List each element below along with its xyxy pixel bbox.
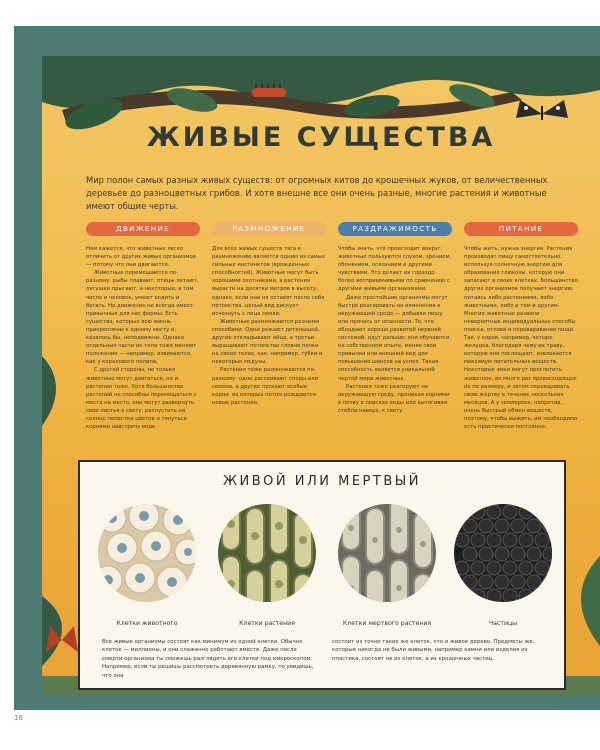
moth-icon [46, 626, 78, 652]
paragraph: Для всех живых существ тяга к размножению является одним из самых сильных инстинктов (врожденных способностей). Животные могут быть хорошими охотниками, а растения вырасти на десятки метров в высоту, однако, если они не оставят после себя потомства, целый вид рискует исчезнуть с лица земли. [212, 246, 326, 317]
heading-pill: ПИТАНИЕ [464, 222, 578, 236]
panel-text-left: Все живые организмы состоят как минимум из одной клетки. Обычно клеток — миллионы, и они слаженно работают вместе. Даже после смерти организма ты сможешь разглядеть его клетки под микроскопом. Например, если ты решишь рассмотреть деревянную рамку, то увидишь, что она [102, 639, 314, 679]
caption-particles: Частицы [488, 620, 518, 627]
plant-cells-illustration [218, 504, 316, 602]
column-body [86, 245, 200, 431]
paragraph: Чтобы жить, нужна энергия. Растения производят пищу самостоятельно, используя солнечную энергию для образования глюкозы, которую они запасают в своих клетках. Большинство других организмов получают энергию, питаясь либо растениями, либо животными, либо и тем и другим. Многие животные развили невероятные индивидуальные способы поиска, отлова и переваривания пищи. Так, у коров, например, четыре желудка, благодаря чему их траву, которую они поглощают, извлекается максимум питательных веществ. Некоторые змеи могут проглотить животное, во много раз превосходящее их по размеру, и затем переваривать свою жертву в течение нескольких месяцев. А у землероек, напротив, очень быстрый обмен веществ, поэтому, чтобы выжить, им необходимо есть практически постоянно. [464, 246, 578, 431]
paragraph: Чтобы знать, что происходит вокруг, животные пользуются слухом, зрением, обонянием, осязанием и другими чувствами. Это делает их гораздо более восприимчивыми по сравнению с другими живыми организмами. [338, 246, 452, 293]
living-or-dead-panel [78, 460, 566, 690]
animal-cells-illustration [98, 504, 196, 602]
paragraph: С другой стороны, не только животные могут двигаться, но и растения тоже. Хотя большинство растений не способны перемещаться с места на место, они могут развернуть свои листья к свету, распустить на солнце лепестки цветов и тянуться корнями навстречу воде. [86, 367, 197, 431]
heading-pill: РАЗДРАЖИМОСТЬ [338, 222, 452, 236]
paragraph: Животные перемещаются по-разному: рыбы плавают, птицы летают, лягушки прыгают, а некоторые, в том числе и человек, умеют ходить и бегать. Но движение не всегда имеет привычные для нас формы. Есть существа, которые всю жизнь прикреплены к одному месту и, казалось бы, неподвижны. Однако отдельные части их тела тоже меняют положение — например, извиваются, как у коралового полипа. [86, 270, 199, 366]
left-leaf [42, 356, 56, 426]
heading-pill: РАЗМНОЖЕНИЕ [212, 222, 326, 236]
caption-animal-cells: Клетки животного [116, 620, 178, 627]
paragraph: Нам кажется, что животных легко отличить от других живых организмов — потому что они двигаются. [86, 246, 196, 269]
panel-text-right: состоит из точно таких же клеток, что и живое дерево. Предметы же, которые никогда не были живыми, например камни или изделия из пластика, состоят не из клеток, а из крошечных частиц. [332, 639, 535, 662]
paragraph: Растения тоже реагируют на окружающую среду, проникая корнями в почву в поисках воды или вытягивая стебли наверх, к свету. [338, 383, 450, 414]
dead-plant-cells-illustration [338, 504, 436, 602]
page-number: 16 [14, 714, 23, 722]
column-body [464, 245, 578, 431]
caption-dead-plant-cells: Клетки мертвого растения [342, 620, 432, 627]
page-title: ЖИВЫЕ СУЩЕСТВА [146, 122, 496, 153]
column-body [338, 245, 452, 415]
heading-pill: ДВИЖЕНИЕ [86, 222, 200, 236]
column-movement [86, 222, 200, 431]
column-irritability [338, 222, 452, 415]
panel-title: ЖИВОЙ ИЛИ МЕРТВЫЙ [223, 474, 421, 489]
paragraph: Растения тоже размножаются по-разному: одни рассеивают споры или семена, а другие пускают особые корни, из которых потом рождаются новые растения. [212, 367, 319, 406]
paragraph: Даже простейшие организмы могут быстро реагировать на изменения в окружающей среде — добывая пищу или прячась от опасности. То, что обладают хорошо развитой нервной системой, идут дальше: они обучаются на собственном опыте, меняя свои привычки или внешний вид для повышения шансов на успех. Такая способность является уникальной чертой мира животных. [338, 294, 450, 382]
caption-plant-cells: Клетки растения [239, 620, 295, 627]
paragraph: Животные размножаются разными способами. Одни рожают детенышей, другие откладывают яйца, а третьи выращивают потомство словно почки на своих телах, как, например, губки и некоторые медузы. [212, 318, 323, 366]
right-leaf [581, 556, 600, 646]
book-page [42, 56, 600, 696]
particles-illustration [454, 504, 552, 602]
column-nutrition [464, 222, 578, 431]
butterfly-icon [516, 100, 568, 120]
intro-text: Мир полон самых разных живых существ: от огромных китов до крошечных жуков, от величественных деревьев до разноцветных грибов. И хотя внешне все они очень разные, многие растения и животные имеют общие черты. [86, 175, 548, 211]
column-reproduction [212, 222, 326, 407]
book-spread [14, 26, 600, 710]
column-body [212, 245, 326, 407]
leaf [164, 84, 219, 117]
